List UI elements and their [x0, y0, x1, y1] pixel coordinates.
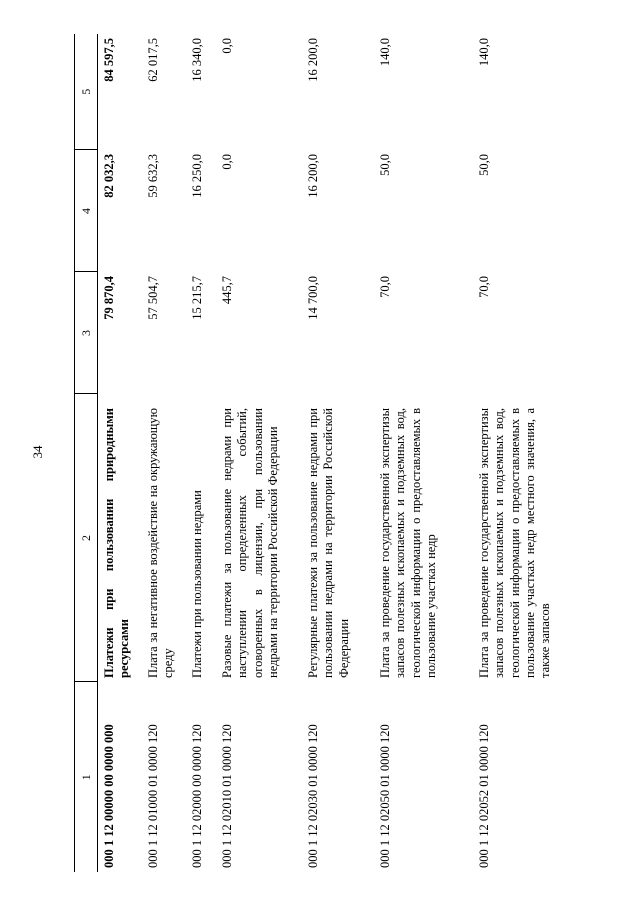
column-header-1: 1 [75, 682, 98, 872]
value-col5: 16 200,0 [306, 38, 320, 82]
value-col3: 79 870,4 [102, 276, 116, 320]
value-col3: 445,7 [220, 276, 234, 305]
table-row [142, 34, 186, 872]
table-row [186, 34, 216, 872]
value-col5: 140,0 [477, 38, 491, 67]
value-col4: 16 200,0 [306, 154, 320, 198]
table-row [302, 34, 374, 872]
budget-code: 000 1 12 02052 01 0000 120 [477, 724, 491, 868]
value-col3: 70,0 [477, 276, 491, 298]
table-row [473, 34, 572, 872]
item-name: Плата за проведение государственной экспертизы запасов полезных ископаемых и подземных вод, геологической информации о предоставляемых в пользование участках недр местного значения, а также запасов [477, 408, 552, 678]
item-name: Плата за проведение государственной экспертизы запасов полезных ископаемых и подземных вод, геологической информации о предоставляемых в пользование участках недр [378, 408, 438, 678]
column-header-3: 3 [75, 272, 98, 394]
item-name: Регулярные платежи за пользование недрами при пользовании недрами на территории Российской Федерации [306, 408, 351, 678]
budget-code: 000 1 12 01000 01 0000 120 [146, 724, 160, 868]
column-header-2: 2 [75, 394, 98, 682]
value-col3: 57 504,7 [146, 276, 160, 320]
value-col4: 16 250,0 [190, 154, 204, 198]
table-row [374, 34, 473, 872]
value-col5: 84 597,5 [102, 38, 116, 82]
table-row [216, 34, 302, 872]
budget-code: 000 1 12 02050 01 0000 120 [378, 724, 392, 868]
value-col5: 140,0 [378, 38, 392, 67]
item-name: Платежи при пользовании недрами [190, 490, 204, 678]
value-col5: 0,0 [220, 38, 234, 54]
item-name: Плата за негативное воздействие на окружающую среду [146, 408, 176, 678]
value-col3: 70,0 [378, 276, 392, 298]
budget-code: 000 1 12 02000 00 0000 120 [190, 724, 204, 868]
column-header-4: 4 [75, 150, 98, 272]
budget-code: 000 1 12 02030 01 0000 120 [306, 724, 320, 868]
budget-code: 000 1 12 02010 01 0000 120 [220, 724, 234, 868]
value-col4: 50,0 [378, 154, 392, 176]
column-header-5: 5 [75, 34, 98, 150]
value-col4: 59 632,3 [146, 154, 160, 198]
page-number: 34 [30, 445, 45, 459]
value-col3: 15 215,7 [190, 276, 204, 320]
item-name: Платежи при пользовании природными ресурсами [102, 408, 132, 678]
value-col4: 0,0 [220, 154, 234, 170]
value-col3: 14 700,0 [306, 276, 320, 320]
table-row [98, 34, 143, 872]
value-col4: 50,0 [477, 154, 491, 176]
budget-table-container [74, 34, 602, 872]
budget-code: 000 1 12 00000 00 0000 000 [102, 724, 116, 868]
value-col4: 82 032,3 [102, 154, 116, 198]
budget-revenue-table [74, 34, 572, 872]
table-header-row [75, 34, 98, 872]
item-name: Разовые платежи за пользование недрами при наступлении определенных событий, оговоренных в лицензии, при пользовании недрами на территории Российской Федерации [220, 408, 280, 678]
value-col5: 62 017,5 [146, 38, 160, 82]
value-col5: 16 340,0 [190, 38, 204, 82]
